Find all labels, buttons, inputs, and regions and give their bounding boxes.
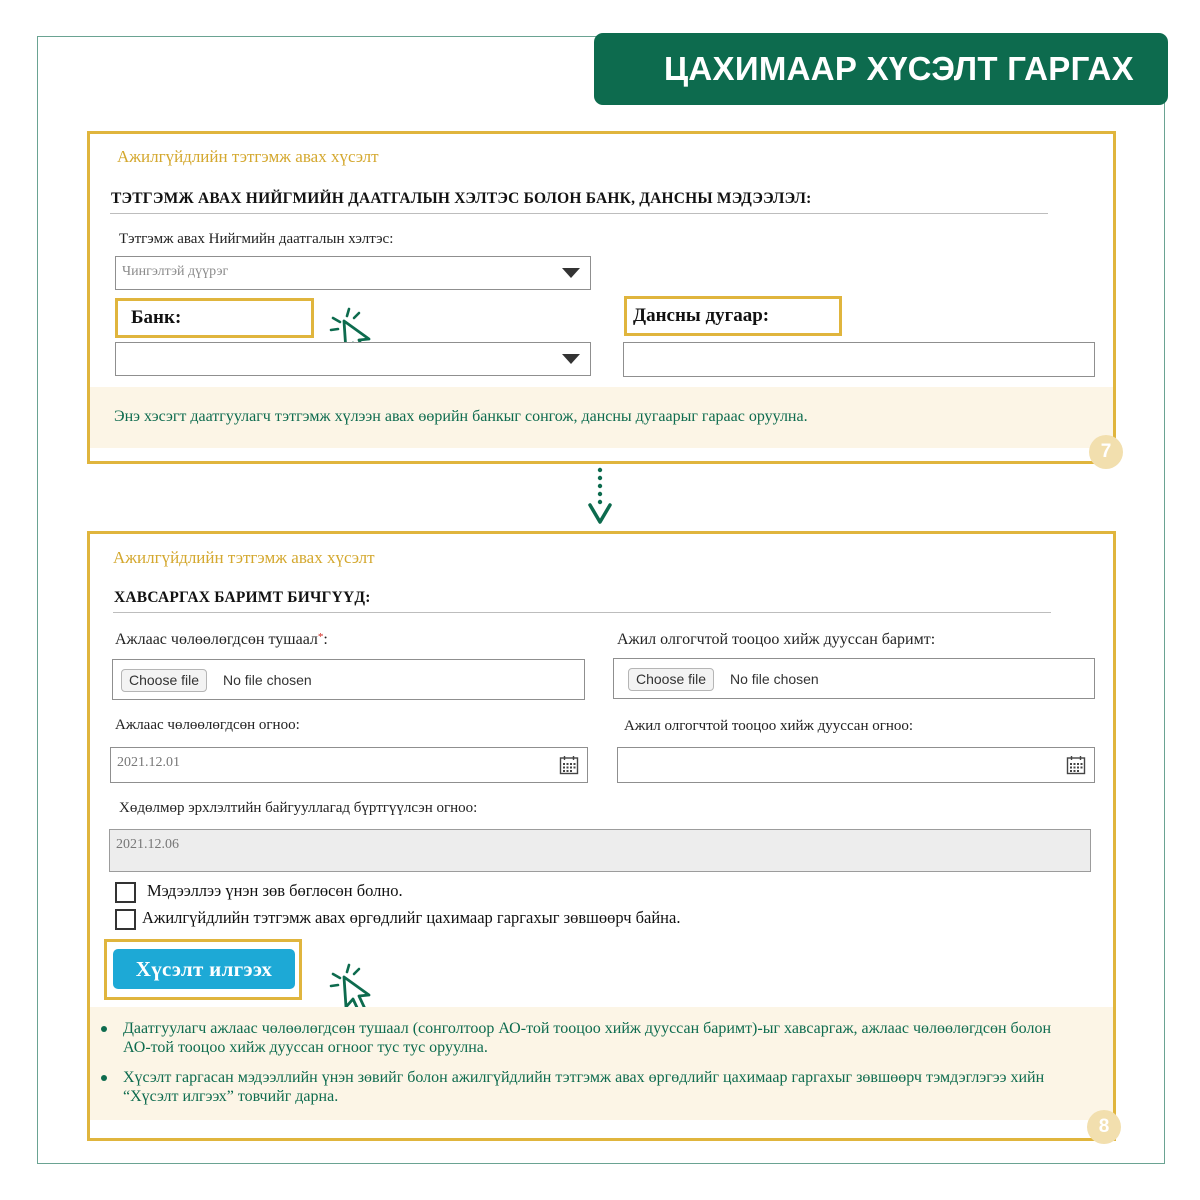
- page-title: ЦАХИМААР ХҮСЭЛТ ГАРГАХ: [663, 50, 1134, 87]
- release-date-label: Ажлаас чөлөөлөгдсөн огноо:: [115, 717, 300, 733]
- list-item: Даатгуулагч ажлаас чөлөөлөгдсөн тушаал (сонголтоор АО-той тооцоо хийж дууссан баримт)-ыг хавсаргаж, ажлаас чөлөөлөгдсөн болон АО-той тооцоо хийж дууссан огноог тус тус оруулна.: [98, 1019, 1058, 1057]
- release-order-file-input[interactable]: [112, 659, 585, 700]
- bank-label: Банк:: [131, 307, 182, 328]
- employer-settlement-label: Ажил олгогчтой тооцоо хийж дууссан баримт:: [617, 631, 936, 648]
- step-7-note-strip: [90, 387, 1113, 448]
- release-order-label: [115, 631, 328, 649]
- account-number-label: Дансны дугаар:: [633, 305, 770, 326]
- truth-checkbox-label: Мэдээллээ үнэн зөв бөглөсөн болно.: [147, 881, 403, 900]
- registration-date-label: Хөдөлмөр эрхлэлтийн байгууллагад бүртгүүлсэн огноо:: [119, 800, 478, 816]
- release-order-label-text: Ажлаас чөлөөлөгдсөн тушаал: [115, 631, 318, 648]
- step-8-badge: 8: [1087, 1110, 1121, 1144]
- account-label-highlight: [624, 296, 842, 336]
- chevron-down-icon: [562, 354, 580, 364]
- registration-date-value: 2021.12.06: [116, 837, 179, 852]
- arrow-down-icon: [586, 465, 614, 527]
- required-mark: *: [317, 631, 324, 643]
- submit-button-highlight: [104, 939, 302, 1000]
- release-date-value: 2021.12.01: [117, 755, 180, 770]
- consent-checkbox[interactable]: [115, 909, 136, 930]
- label-colon: :: [323, 631, 328, 648]
- chevron-down-icon: [562, 268, 580, 278]
- office-label: Тэтгэмж авах Нийгмийн даатгалын хэлтэс:: [119, 231, 394, 247]
- list-item: Хүсэлт гаргасан мэдээллийн үнэн зөвийг болон ажилгүйдлийн тэтгэмж авах өргөдлийг цахимаар гаргахыг зөвшөөрч тэмдэглэгээ хийн “Хүсэлт илгээх” товчийг дарна.: [98, 1068, 1058, 1106]
- choose-file-button[interactable]: Choose file: [628, 668, 714, 691]
- settlement-date-label: Ажил олгогчтой тооцоо хийж дууссан огноо:: [624, 718, 914, 734]
- settlement-date-input[interactable]: [617, 747, 1095, 783]
- settlement-file-input[interactable]: [613, 658, 1095, 699]
- step-7-section-heading: ТЭТГЭМЖ АВАХ НИЙГМИЙН ДААТГАЛЫН ХЭЛТЭС БОЛОН БАНК, ДАНСНЫ МЭДЭЭЛЭЛ:: [111, 190, 812, 207]
- step-7-badge: 7: [1089, 435, 1123, 469]
- registration-date-input: [109, 829, 1091, 872]
- bank-label-highlight: [115, 298, 314, 338]
- submit-request-button[interactable]: Хүсэлт илгээх: [113, 949, 295, 989]
- page-title-banner: [594, 33, 1168, 105]
- step-8-form-title: Ажилгүйдлийн тэтгэмж авах хүсэлт: [113, 548, 375, 567]
- section-divider: [110, 213, 1048, 214]
- section-divider: [113, 612, 1051, 613]
- calendar-icon[interactable]: [1066, 755, 1086, 775]
- step-8-notes: [98, 1019, 1058, 1117]
- calendar-icon[interactable]: [559, 755, 579, 775]
- file-status: No file chosen: [730, 671, 819, 687]
- step-8-section-heading: ХАВСАРГАХ БАРИМТ БИЧГҮҮД:: [114, 589, 371, 606]
- choose-file-button[interactable]: Choose file: [121, 669, 207, 692]
- release-date-input[interactable]: [110, 747, 588, 783]
- office-select-value: Чингэлтэй дүүрэг: [122, 264, 229, 279]
- step-7-note: Энэ хэсэгт даатгуулагч тэтгэмж хүлээн авах өөрийн банкыг сонгож, дансны дугаарыг гараас оруулна.: [114, 408, 808, 425]
- truth-checkbox[interactable]: [115, 882, 136, 903]
- consent-checkbox-label: Ажилгүйдлийн тэтгэмж авах өргөдлийг цахимаар гаргахыг зөвшөөрч байна.: [142, 908, 681, 927]
- file-status: No file chosen: [223, 672, 312, 688]
- bank-select[interactable]: [115, 342, 591, 376]
- step-7-form-title: Ажилгүйдлийн тэтгэмж авах хүсэлт: [117, 147, 379, 166]
- office-select[interactable]: [115, 256, 591, 290]
- account-number-input[interactable]: [623, 342, 1095, 377]
